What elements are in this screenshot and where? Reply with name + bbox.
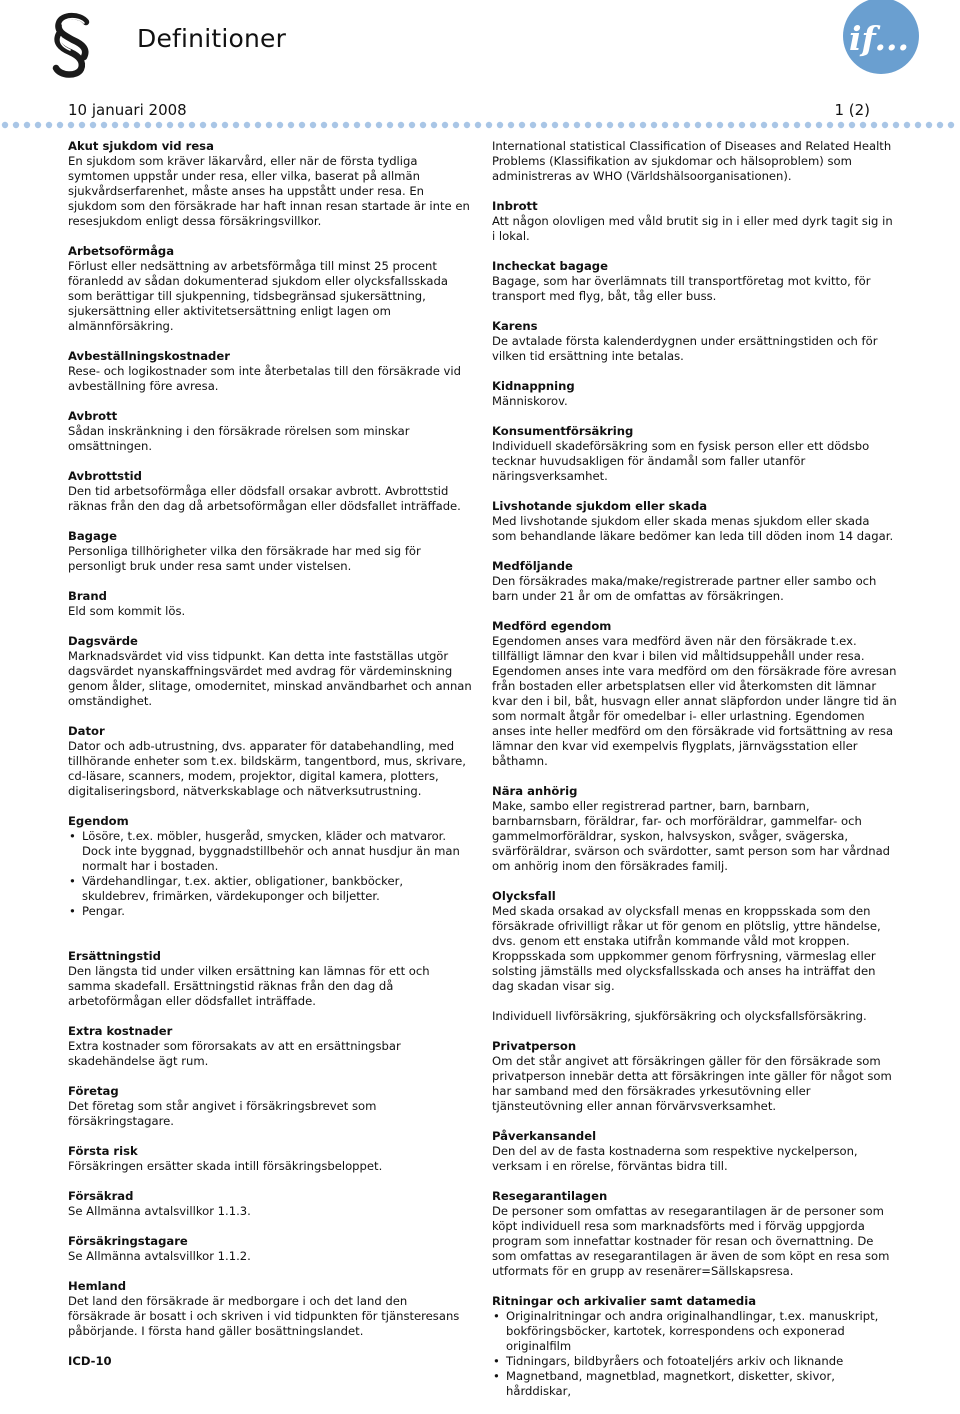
divider-dot	[46, 122, 52, 128]
bullet-list	[68, 829, 473, 919]
definition-entry	[492, 559, 897, 604]
definition-text: Marknadsvärdet vid viss tidpunkt. Kan detta inte fastställas utgör dagsvärdet nyanskaffningsvärdet med avdrag för värdeminskning genom ålder, slitage, omodernitet, minskad användbarhet och annan omständighet.	[68, 649, 472, 708]
divider-dot	[695, 122, 701, 128]
divider-dot	[277, 122, 283, 128]
divider-dot	[167, 122, 173, 128]
divider-dot	[57, 122, 63, 128]
divider-dot	[233, 122, 239, 128]
divider-dot	[926, 122, 932, 128]
definition-text: Den försäkrades maka/make/registrerade partner eller sambo och barn under 21 år om de omfattas av försäkringen.	[492, 574, 877, 603]
definition-text: International statistical Classification of Diseases and Related Health Problems (Klassifikation av sjukdomar och hälsoproblem) som administreras av WHO (Världshälsoorganisationen).	[492, 139, 892, 183]
divider-dot	[453, 122, 459, 128]
divider-dot	[662, 122, 668, 128]
divider-dot	[409, 122, 415, 128]
definition-text: En sjukdom som kräver läkarvård, eller när de första tydliga symtomen uppstår under resa, eller vilka, baserat på allmän sjukvårdserfarenhet, måste anses ha uppstått under resa. En sjukdom som den försäkrade har haft innan resan startade är inte en resesjukdom enligt dessa försäkringsvillkor.	[68, 154, 470, 228]
definition-term: Medföljande	[492, 559, 573, 573]
definition-entry	[492, 1039, 897, 1114]
divider-dot	[684, 122, 690, 128]
definition-text: Se Allmänna avtalsvillkor 1.1.2.	[68, 1249, 251, 1263]
divider-dot	[915, 122, 921, 128]
definition-text: Det land den försäkrade är medborgare i och det land den försäkrade är bosatt i och skriven i vid tidpunkten för tjänsteresans påbörjande. I första hand gäller bosättningslandet.	[68, 1294, 460, 1338]
divider-dot	[420, 122, 426, 128]
divider-dot	[948, 122, 954, 128]
divider-dot	[13, 122, 19, 128]
divider-dot	[849, 122, 855, 128]
definition-term: Olycksfall	[492, 889, 556, 903]
list-item: • Tidningars, bildbyråers och fotoateljérs arkiv och liknande	[506, 1354, 897, 1369]
divider-dot	[772, 122, 778, 128]
definition-entry	[68, 1144, 473, 1174]
definition-entry	[492, 1294, 897, 1399]
divider-dot	[222, 122, 228, 128]
definition-term: Företag	[68, 1084, 119, 1098]
definition-term: Karens	[492, 319, 538, 333]
definition-entry	[492, 379, 897, 409]
divider-dot	[134, 122, 140, 128]
list-item: • Lösöre, t.ex. möbler, husgeråd, smycken, kläder och matvaror. Dock inte byggnad, byggnadstillbehör och annat husdjur än man normalt har i bostaden.	[82, 829, 473, 874]
definition-term: Livshotande sjukdom eller skada	[492, 499, 708, 513]
definition-term: Extra kostnader	[68, 1024, 173, 1038]
divider-dot	[728, 122, 734, 128]
document-date: 10 januari 2008	[68, 101, 187, 119]
divider-dot	[189, 122, 195, 128]
divider-dot	[376, 122, 382, 128]
definition-entry	[68, 409, 473, 454]
definition-term: Ersättningstid	[68, 949, 161, 963]
divider-dot	[937, 122, 943, 128]
definition-term: Egendom	[68, 814, 129, 828]
definition-term: Avbrottstid	[68, 469, 142, 483]
divider-dot	[35, 122, 41, 128]
definition-text: Individuell skadeförsäkring som en fysisk person eller ett dödsbo tecknar huvudsakligen för ändamål som faller utanför näringsverksamhet.	[492, 439, 870, 483]
divider-dot	[893, 122, 899, 128]
definition-term: Avbrott	[68, 409, 118, 423]
definition-term: Första risk	[68, 1144, 138, 1158]
definition-term: Arbetsoförmåga	[68, 244, 175, 258]
divider-dot	[178, 122, 184, 128]
divider-dot	[497, 122, 503, 128]
definition-entry	[492, 139, 897, 184]
definition-entry	[492, 199, 897, 244]
definition-entry	[492, 619, 897, 769]
definition-text: Bagage, som har överlämnats till transportföretag mot kvitto, för transport med flyg, båt, tåg eller buss.	[492, 274, 871, 303]
divider-dot	[266, 122, 272, 128]
divider-dot	[156, 122, 162, 128]
divider-dot	[112, 122, 118, 128]
divider-dot	[904, 122, 910, 128]
definition-entry	[68, 349, 473, 394]
definition-term: Inbrott	[492, 199, 538, 213]
definition-entry	[68, 469, 473, 514]
divider-dot	[761, 122, 767, 128]
divider-dot	[552, 122, 558, 128]
divider-dot	[475, 122, 481, 128]
definition-text: Extra kostnader som förorsakats av att en ersättningsbar skadehändelse ägt rum.	[68, 1039, 401, 1068]
definition-text: Med skada orsakad av olycksfall menas en kroppsskada som den försäkrade ofrivilligt råkar ut för genom en plötslig, yttre händelse, dvs. genom ett enstaka utifrån kommande våld mot kroppen. Kroppsskada som uppkommer genom förfrysning, värmeslag eller solsting jämställs med olycksfallsskada och anses ha inträffat den dag skadan visar sig.	[492, 904, 881, 993]
list-item: • Originalritningar och andra originalhandlingar, t.ex. manuskript, bokföringsböcker, kartotek, korrespondens och exponerad originalfilm	[506, 1309, 897, 1354]
definition-term: Medförd egendom	[492, 619, 612, 633]
definition-entry	[68, 814, 473, 919]
definition-term: Ritningar och arkivalier samt datamedia	[492, 1294, 757, 1308]
divider-dot	[398, 122, 404, 128]
definition-entry	[492, 784, 897, 874]
definition-term: Incheckat bagage	[492, 259, 608, 273]
page-number: 1 (2)	[834, 101, 870, 119]
divider-dot	[585, 122, 591, 128]
definition-entry	[68, 1279, 473, 1339]
divider-dot	[629, 122, 635, 128]
divider-dot	[442, 122, 448, 128]
definition-term: Privatperson	[492, 1039, 577, 1053]
divider-dot	[827, 122, 833, 128]
divider-dot	[123, 122, 129, 128]
divider-dot	[618, 122, 624, 128]
divider-dot	[255, 122, 261, 128]
definition-term: Brand	[68, 589, 107, 603]
definition-text: Eld som kommit lös.	[68, 604, 186, 618]
definition-term: Dagsvärde	[68, 634, 138, 648]
definition-entry	[68, 1084, 473, 1129]
divider-dot	[387, 122, 393, 128]
divider-dot	[321, 122, 327, 128]
definition-term: Kidnappning	[492, 379, 575, 393]
definition-entry	[68, 244, 473, 334]
definition-text: Om det står angivet att försäkringen gäller för den försäkrade som privatperson innebär detta att försäkringen inte gäller för något som har samband med den försäkrades yrkesutövning eller tjänsteutövning eller annan förvärvsverksamhet.	[492, 1054, 892, 1113]
definition-entry	[68, 1189, 473, 1219]
definition-text: De avtalade första kalenderdygnen under ersättningstiden och för vilken tid ersättning inte betalas.	[492, 334, 878, 363]
list-item: • Pengar.	[82, 904, 473, 919]
definition-text: De personer som omfattas av resegarantilagen är de personer som köpt individuell resa som marknadsförts med i förväg uppgjorda program som innefattar kostnader för resan och övernattning. De som omfattas av resegarantilagen är även de som köpt en resa som utformats för en grupp av resenärer=Sällskapsresa.	[492, 1204, 890, 1278]
list-item: • Värdehandlingar, t.ex. aktier, obligationer, bankböcker, skuldebrev, frimärken, värdekuponger och biljetter.	[82, 874, 473, 904]
divider-dot	[310, 122, 316, 128]
definition-entry	[492, 1129, 897, 1174]
divider-dot	[101, 122, 107, 128]
divider-dot	[244, 122, 250, 128]
divider-dot	[739, 122, 745, 128]
divider-dot	[464, 122, 470, 128]
left-column	[68, 139, 473, 1384]
divider-dot	[563, 122, 569, 128]
divider-dot	[607, 122, 613, 128]
divider-dot	[365, 122, 371, 128]
definition-term: Påverkansandel	[492, 1129, 597, 1143]
if-brand-logo	[842, 0, 920, 78]
definition-entry	[492, 424, 897, 484]
divider-dot	[706, 122, 712, 128]
divider-dot	[211, 122, 217, 128]
definition-term: Bagage	[68, 529, 117, 543]
definition-text: Det företag som står angivet i försäkringsbrevet som försäkringstagare.	[68, 1099, 377, 1128]
divider-dot	[794, 122, 800, 128]
definition-term: Avbeställningskostnader	[68, 349, 230, 363]
divider-dot	[200, 122, 206, 128]
divider-dot	[145, 122, 151, 128]
definition-entry	[68, 529, 473, 574]
definition-entry	[492, 319, 897, 364]
divider-dot	[596, 122, 602, 128]
definition-term: Hemland	[68, 1279, 126, 1293]
definition-entry	[68, 589, 473, 619]
definition-text: Individuell livförsäkring, sjukförsäkring och olycksfallsförsäkring.	[492, 1009, 867, 1023]
definition-term: Akut sjukdom vid resa	[68, 139, 214, 153]
definition-entry	[68, 724, 473, 799]
definition-text: Försäkringen ersätter skada intill försäkringsbeloppet.	[68, 1159, 383, 1173]
definition-entry	[68, 1234, 473, 1264]
dotted-divider	[0, 120, 960, 130]
definition-text: Den längsta tid under vilken ersättning kan lämnas för ett och samma skadefall. Ersättningstid räknas från den dag då arbetoförmågan eller dödsfallet inträffade.	[68, 964, 430, 1008]
divider-dot	[343, 122, 349, 128]
divider-dot	[90, 122, 96, 128]
definition-text: Den del av de fasta kostnaderna som respektive nyckelperson, verksam i en rörelse, förväntas bidra till.	[492, 1144, 858, 1173]
divider-dot	[299, 122, 305, 128]
definition-text: Make, sambo eller registrerad partner, barn, barnbarn, barnbarnsbarn, föräldrar, far- och morföräldrar, gammelfar- och gammelmorföräldrar, syskon, halvsyskon, svåger, svägerska, svärföräldrar, svärson och svärdotter, samt person som har vårdnad om anhörig inom den försäkrades familj.	[492, 799, 891, 873]
definition-text: Personliga tillhörigheter vilka den försäkrade har med sig för personligt bruk under resa samt under vistelsen.	[68, 544, 421, 573]
divider-dot	[640, 122, 646, 128]
definition-entry	[68, 949, 473, 1009]
definition-entry	[68, 1354, 473, 1369]
definition-text: Att någon olovligen med våld brutit sig in i eller med dyrk tagit sig in i lokal.	[492, 214, 893, 243]
definition-term: ICD-10	[68, 1354, 112, 1368]
definition-entry	[492, 499, 897, 544]
definition-entry	[68, 139, 473, 229]
definition-text: Dator och adb-utrustning, dvs. apparater för databehandling, med tillhörande enheter som t.ex. bildskärm, tangentbord, mus, skrivare, cd-läsare, scanners, modem, projektor, digital kamera, plotters, digitaliseringsbord, nätverkskablage och nätverksutrustning.	[68, 739, 466, 798]
divider-dot	[24, 122, 30, 128]
divider-dot	[332, 122, 338, 128]
definition-text: Människorov.	[492, 394, 568, 408]
list-item: • Magnetband, magnetblad, magnetkort, disketter, skivor, hårddiskar,	[506, 1369, 897, 1399]
definition-term: Försäkrad	[68, 1189, 134, 1203]
bullet-list	[492, 1309, 897, 1399]
definition-text: Sådan inskränkning i den försäkrade rörelsen som minskar omsättningen.	[68, 424, 410, 453]
definition-term: Konsumentförsäkring	[492, 424, 634, 438]
definition-text: Se Allmänna avtalsvillkor 1.1.3.	[68, 1204, 251, 1218]
definition-text: Egendomen anses vara medförd även när den försäkrade t.ex. tillfälligt lämnar den kvar i bilen vid måltidsuppehåll under resa. Egendomen anses inte vara medförd om den försäkrade före avresan från bostaden eller arbetsplatsen eller vid återkomsten dit lämnar kvar den i bil, båt, husvagn eller annat släpfordon under längre tid än som normalt åtgår för omedelbar i- eller urlastning. Egendomen anses inte heller medförd om den försäkrade vid fortsättning av resa lämnar den kvar vid exempelvis flygplats, järnvägsstation eller båthamn.	[492, 634, 897, 768]
divider-dot	[871, 122, 877, 128]
divider-dot	[288, 122, 294, 128]
divider-dot	[68, 122, 74, 128]
divider-dot	[541, 122, 547, 128]
divider-dot	[2, 122, 8, 128]
divider-dot	[519, 122, 525, 128]
right-column	[492, 139, 897, 1414]
definition-entry	[492, 259, 897, 304]
divider-dot	[354, 122, 360, 128]
divider-dot	[431, 122, 437, 128]
divider-dot	[783, 122, 789, 128]
definition-entry	[492, 1189, 897, 1279]
definition-entry	[492, 889, 897, 1024]
definition-text: Den tid arbetsoförmåga eller dödsfall orsakar avbrott. Avbrottstid räknas från den dag då arbetsoförmågan eller dödsfallet inträffade.	[68, 484, 461, 513]
definition-term: Nära anhörig	[492, 784, 578, 798]
divider-dot	[717, 122, 723, 128]
divider-dot	[882, 122, 888, 128]
paragraph-section-logo-icon	[46, 12, 98, 78]
divider-dot	[508, 122, 514, 128]
definition-term: Dator	[68, 724, 105, 738]
definition-text: Med livshotande sjukdom eller skada menas sjukdom eller skada som behandlande läkare bedömer kan leda till döden inom 14 dagar.	[492, 514, 894, 543]
divider-dot	[673, 122, 679, 128]
divider-dot	[860, 122, 866, 128]
definition-text: Förlust eller nedsättning av arbetsförmåga till minst 25 procent föranledd av sådan dokumenterad sjukdom eller olycksfallsskada som berättigar till sjukpenning, tidsbegränsad sjukersättning, sjukersättning eller aktivitetsersättning enligt lagen om almännförsäkring.	[68, 259, 448, 333]
divider-dot	[486, 122, 492, 128]
divider-dot	[838, 122, 844, 128]
definition-text: Rese- och logikostnader som inte återbetalas till den försäkrade vid avbeställning före avresa.	[68, 364, 461, 393]
definition-term: Resegarantilagen	[492, 1189, 608, 1203]
divider-dot	[816, 122, 822, 128]
divider-dot	[805, 122, 811, 128]
definition-entry	[68, 634, 473, 709]
brand-logo-text: if...	[848, 19, 910, 58]
divider-dot	[79, 122, 85, 128]
page-title: Definitioner	[137, 24, 287, 53]
definition-term: Försäkringstagare	[68, 1234, 188, 1248]
divider-dot	[530, 122, 536, 128]
divider-dot	[574, 122, 580, 128]
definition-entry	[68, 1024, 473, 1069]
divider-dot	[651, 122, 657, 128]
divider-dot	[750, 122, 756, 128]
